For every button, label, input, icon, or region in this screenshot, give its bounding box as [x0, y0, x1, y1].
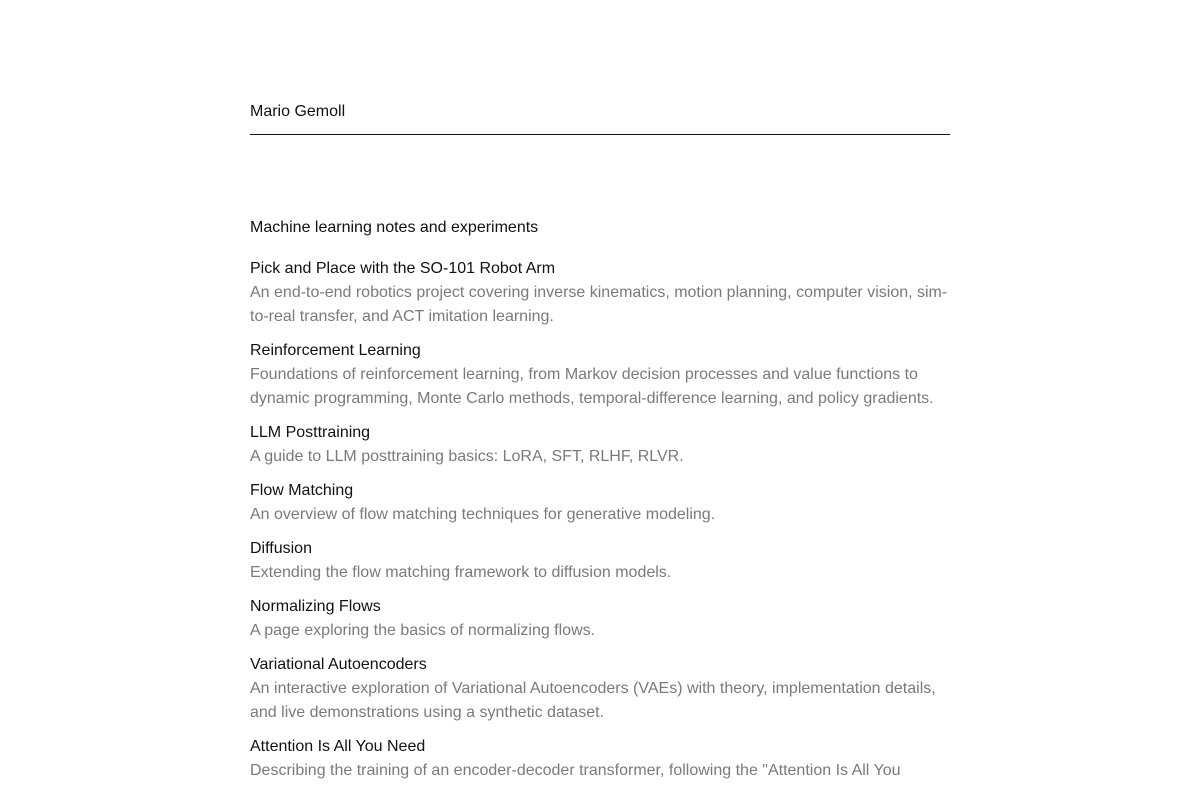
post-item — [250, 595, 950, 643]
post-description: Extending the flow matching framework to diffusion models. — [250, 564, 672, 581]
post-description: An end-to-end robotics project covering inverse kinematics, motion planning, computer vision, sim-to-real transfer, and ACT imitation learning. — [250, 284, 948, 325]
site-title-link[interactable]: Mario Gemoll — [250, 103, 346, 120]
post-description: An overview of flow matching techniques for generative modeling. — [250, 506, 716, 523]
post-title-link[interactable]: Normalizing Flows — [250, 598, 381, 615]
post-list — [250, 239, 950, 783]
post-item — [250, 479, 950, 527]
post-item — [250, 339, 950, 411]
post-title-link[interactable]: Flow Matching — [250, 482, 354, 499]
site-header — [250, 0, 950, 135]
post-item — [250, 421, 950, 469]
post-title-link[interactable]: Diffusion — [250, 540, 312, 557]
post-item — [250, 653, 950, 725]
post-title-link[interactable]: Variational Autoencoders — [250, 656, 427, 673]
section-title: Machine learning notes and experiments — [250, 219, 539, 236]
post-description: A guide to LLM posttraining basics: LoRA, SFT, RLHF, RLVR. — [250, 448, 684, 465]
post-description: Foundations of reinforcement learning, from Markov decision processes and value functions to dynamic programming, Monte Carlo methods, temporal-difference learning, and policy gradients. — [250, 366, 934, 407]
post-item — [250, 735, 950, 783]
post-title-link[interactable]: Pick and Place with the SO-101 Robot Arm — [250, 260, 556, 277]
post-title-link[interactable]: Attention Is All You Need — [250, 738, 426, 755]
post-item — [250, 257, 950, 329]
post-item — [250, 537, 950, 585]
post-description: A page exploring the basics of normalizing flows. — [250, 622, 596, 639]
main-content — [250, 135, 950, 783]
post-title-link[interactable]: LLM Posttraining — [250, 424, 371, 441]
post-title-link[interactable]: Reinforcement Learning — [250, 342, 421, 359]
post-description: An interactive exploration of Variational Autoencoders (VAEs) with theory, implementation details, and live demonstrations using a synthetic dataset. — [250, 680, 936, 721]
post-description: Describing the training of an encoder-decoder transformer, following the "Attention Is All You — [250, 762, 901, 779]
page-container — [250, 0, 950, 783]
